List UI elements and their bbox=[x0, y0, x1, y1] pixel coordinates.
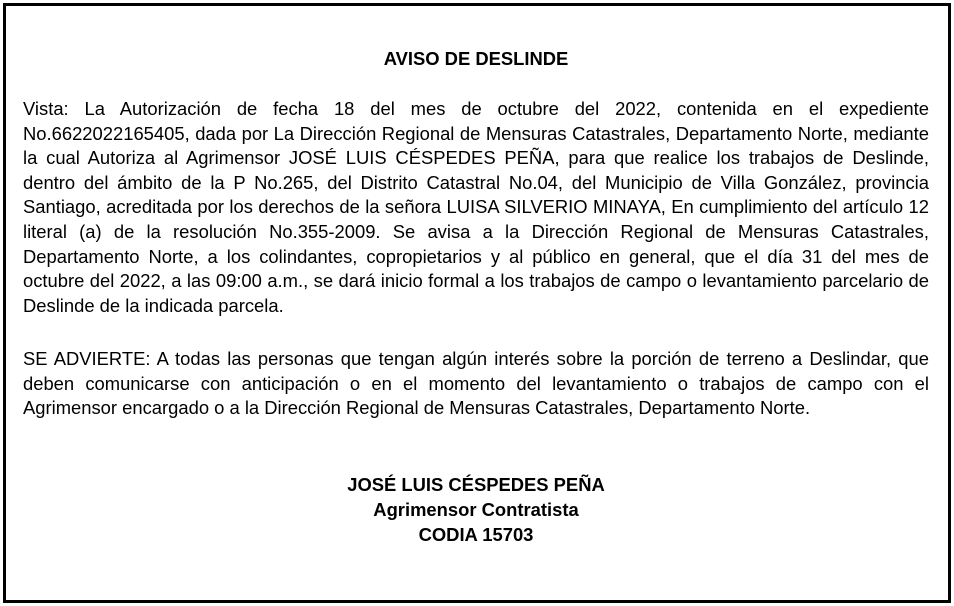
notice-paragraph-authorization: Vista: La Autorización de fecha 18 del mes de octubre del 2022, contenida en el expediente No.6622022165405, dada por La Dirección Regional de Mensuras Catastrales, Departamento Norte, mediante la cual Autoriza al Agrimensor JOSÉ LUIS CÉSPEDES PEÑA, para que realice los trabajos de Deslinde, dentro del ámbito de la P No.265, del Distrito Catastral No.04, del Municipio de Villa González, provincia Santiago, acreditada por los derechos de la señora LUISA SILVERIO MINAYA, En cumplimiento del artículo 12 literal (a) de la resolución No.355-2009. Se avisa a la Dirección Regional de Mensuras Catastrales, Departamento Norte, a los colindantes, copropietarios y al público en general, que el día 31 del mes de octubre del 2022, a las 09:00 a.m., se dará inicio formal a los trabajos de campo o levantamiento parcelario de Deslinde de la indicada parcela. bbox=[23, 98, 929, 316]
notice-frame bbox=[3, 3, 951, 603]
signature-name: JOSÉ LUIS CÉSPEDES PEÑA bbox=[347, 474, 605, 495]
signature-codia: CODIA 15703 bbox=[418, 524, 534, 545]
notice-paragraph-warning: SE ADVIERTE: A todas las personas que tengan algún interés sobre la porción de terreno a Deslindar, que deben comunicarse con anticipación o en el momento del levantamiento o trabajos de campo con el Agrimensor encargado o a la Dirección Regional de Mensuras Catastrales, Departamento Norte. bbox=[23, 348, 929, 419]
notice-title: AVISO DE DESLINDE bbox=[383, 48, 569, 69]
signature-role: Agrimensor Contratista bbox=[373, 499, 579, 520]
